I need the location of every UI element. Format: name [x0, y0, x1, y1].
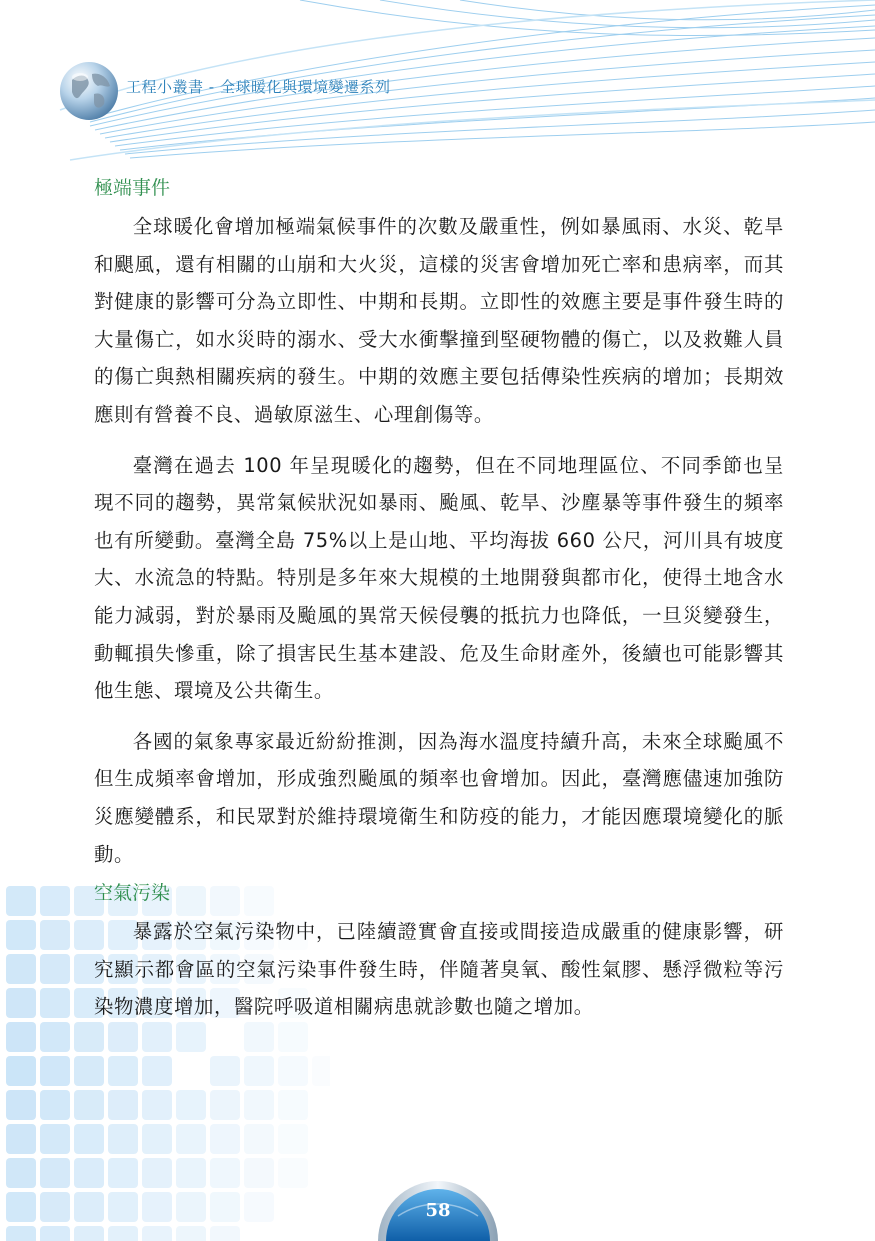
paragraph: 暴露於空氣污染物中，已陸續證實會直接或間接造成嚴重的健康影響，研究顯示都會區的空氣污染事件發生時，伴隨著臭氧、酸性氣膠、懸浮微粒等污染物濃度增加，醫院呼吸道相關病患就診數也隨之增加。	[94, 920, 784, 1019]
paragraph: 全球暖化會增加極端氣候事件的次數及嚴重性，例如暴風雨、水災、乾旱和颶風，還有相關的山崩和大火災，這樣的災害會增加死亡率和患病率，而其對健康的影響可分為立即性、中期和長期。立即性的效應主要是事件發生時的大量傷亡，如水災時的溺水、受大水衝擊撞到堅硬物體的傷亡，以及救難人員的傷亡與熱相關疾病的發生。中期的效應主要包括傳染性疾病的增加；長期效應則有營養不良、過敏原滋生、心理創傷等。	[94, 215, 784, 426]
globe-icon	[58, 60, 120, 122]
series-title: 工程小叢書 - 全球暖化與環境變遷系列	[126, 78, 391, 96]
paragraph: 臺灣在過去 100 年呈現暖化的趨勢，但在不同地理區位、不同季節也呈現不同的趨勢，異常氣候狀況如暴雨、颱風、乾旱、沙塵暴等事件發生的頻率也有所變動。臺灣全島 75%以上是山地、平均海拔 660 公尺，河川具有坡度大、水流急的特點。特別是多年來大規模的土地開發與都市化，使得土地含水能力減弱，對於暴雨及颱風的異常天候侵襲的抵抗力也降低，一旦災變發生，動輒損失慘重，除了損害民生基本建設、危及生命財產外，後續也可能影響其他生態、環境及公共衛生。	[94, 453, 784, 703]
paragraph: 各國的氣象專家最近紛紛推測，因為海水溫度持續升高，未來全球颱風不但生成頻率會增加，形成強烈颱風的頻率也會增加。因此，臺灣應儘速加強防災應變體系，和民眾對於維持環境衛生和防疫的能力，才能因應環境變化的脈動。	[94, 729, 784, 866]
section-heading-extreme-events: 極端事件	[94, 177, 171, 199]
page-number: 58	[425, 1200, 451, 1221]
main-content	[94, 168, 784, 1026]
section-heading-air-pollution: 空氣污染	[94, 882, 171, 905]
